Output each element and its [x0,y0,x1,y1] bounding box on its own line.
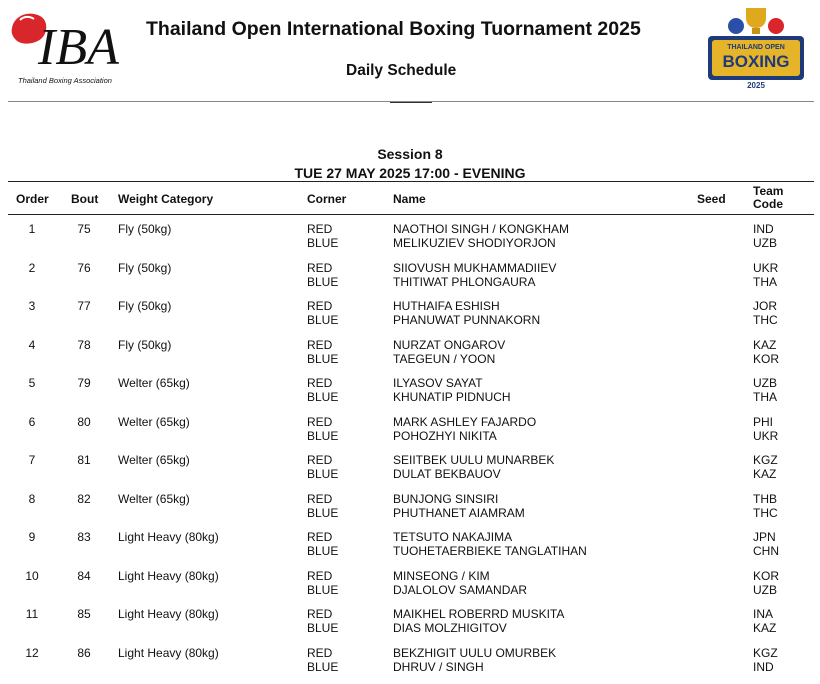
blue-team-cell: UKR [753,429,778,443]
bout-cell: 82 [70,492,98,506]
weight-cell: Welter (65kg) [118,415,190,429]
order-cell: 8 [8,492,56,506]
weight-cell: Light Heavy (80kg) [118,607,219,621]
blue-name-cell: DULAT BEKBAUOV [393,467,501,481]
event-badge-icon [700,4,812,94]
blue-corner-cell: BLUE [307,660,338,674]
column-team-code: Team Code [753,185,793,211]
red-name-cell: TETSUTO NAKAJIMA [393,530,512,544]
order-cell: 1 [8,222,56,236]
red-team-cell: JOR [753,299,777,313]
red-corner-cell: RED [307,338,332,352]
blue-team-cell: CHN [753,544,779,558]
logo-caption: Thailand Boxing Association [18,76,112,85]
red-team-cell: KGZ [753,646,778,660]
column-seed: Seed [697,192,726,206]
table-row [8,376,814,415]
order-cell: 2 [8,261,56,275]
red-name-cell: SIIOVUSH MUKHAMMADIIEV [393,261,556,275]
weight-cell: Welter (65kg) [118,453,190,467]
blue-team-cell: KAZ [753,467,776,481]
bout-cell: 85 [70,607,98,621]
column-bout: Bout [71,192,98,206]
column-corner: Corner [307,192,346,206]
table-row [8,607,814,646]
blue-name-cell: TAEGEUN / YOON [393,352,495,366]
blue-name-cell: THITIWAT PHLONGAURA [393,275,535,289]
blue-corner-cell: BLUE [307,313,338,327]
svg-text:2025: 2025 [747,81,765,90]
blue-team-cell: THA [753,390,777,404]
order-cell: 11 [8,607,56,621]
table-row [8,415,814,454]
blue-corner-cell: BLUE [307,621,338,635]
red-name-cell: NAOTHOI SINGH / KONGKHAM [393,222,569,236]
bout-cell: 78 [70,338,98,352]
red-corner-cell: RED [307,453,332,467]
svg-text:THAILAND OPEN: THAILAND OPEN [727,44,785,51]
blue-team-cell: UZB [753,236,777,250]
blue-corner-cell: BLUE [307,506,338,520]
weight-cell: Light Heavy (80kg) [118,569,219,583]
red-team-cell: UKR [753,261,778,275]
red-name-cell: BUNJONG SINSIRI [393,492,498,506]
table-row [8,338,814,377]
svg-text:IBA: IBA [37,19,119,76]
bout-cell: 86 [70,646,98,660]
table-header [8,181,814,215]
bout-cell: 81 [70,453,98,467]
blue-corner-cell: BLUE [307,352,338,366]
table-row [8,261,814,300]
page-subtitle: Daily Schedule [346,62,456,80]
bout-cell: 75 [70,222,98,236]
table-row [8,569,814,608]
blue-team-cell: KAZ [753,621,776,635]
blue-name-cell: PHUTHANET AIAMRAM [393,506,525,520]
red-corner-cell: RED [307,646,332,660]
column-name: Name [393,192,426,206]
blue-name-cell: DHRUV / SINGH [393,660,484,674]
weight-cell: Fly (50kg) [118,261,171,275]
bout-cell: 79 [70,376,98,390]
bout-cell: 76 [70,261,98,275]
red-team-cell: PHI [753,415,773,429]
column-order: Order [16,192,49,206]
table-row [8,530,814,569]
tba-logo [8,6,120,86]
blue-name-cell: POHOZHYI NIKITA [393,429,497,443]
table-row [8,299,814,338]
order-cell: 12 [8,646,56,660]
red-corner-cell: RED [307,607,332,621]
header-divider-accent [390,102,432,103]
red-team-cell: INA [753,607,773,621]
blue-corner-cell: BLUE [307,544,338,558]
red-name-cell: MAIKHEL ROBERRD MUSKITA [393,607,564,621]
weight-cell: Welter (65kg) [118,492,190,506]
order-cell: 4 [8,338,56,352]
weight-cell: Light Heavy (80kg) [118,646,219,660]
red-corner-cell: RED [307,569,332,583]
red-team-cell: KGZ [753,453,778,467]
blue-team-cell: IND [753,660,774,674]
blue-name-cell: MELIKUZIEV SHODIYORJON [393,236,556,250]
order-cell: 3 [8,299,56,313]
bout-cell: 77 [70,299,98,313]
weight-cell: Welter (65kg) [118,376,190,390]
weight-cell: Fly (50kg) [118,338,171,352]
blue-corner-cell: BLUE [307,429,338,443]
blue-name-cell: KHUNATIP PIDNUCH [393,390,511,404]
red-name-cell: HUTHAIFA ESHISH [393,299,500,313]
bout-cell: 84 [70,569,98,583]
session-name: Session 8 [0,146,820,163]
red-corner-cell: RED [307,530,332,544]
bout-cell: 83 [70,530,98,544]
session-date: TUE 27 MAY 2025 17:00 - EVENING [0,165,820,182]
red-corner-cell: RED [307,261,332,275]
order-cell: 5 [8,376,56,390]
boxing-glove-logo-icon [8,6,120,76]
blue-team-cell: UZB [753,583,777,597]
red-corner-cell: RED [307,299,332,313]
order-cell: 10 [8,569,56,583]
weight-cell: Light Heavy (80kg) [118,530,219,544]
blue-corner-cell: BLUE [307,467,338,481]
blue-corner-cell: BLUE [307,390,338,404]
red-name-cell: ILYASOV SAYAT [393,376,483,390]
red-corner-cell: RED [307,492,332,506]
blue-team-cell: THA [753,275,777,289]
red-team-cell: THB [753,492,777,506]
red-corner-cell: RED [307,376,332,390]
red-corner-cell: RED [307,222,332,236]
red-name-cell: BEKZHIGIT UULU OMURBEK [393,646,556,660]
blue-team-cell: KOR [753,352,779,366]
blue-corner-cell: BLUE [307,583,338,597]
order-cell: 9 [8,530,56,544]
red-name-cell: NURZAT ONGAROV [393,338,505,352]
svg-text:BOXING: BOXING [722,52,789,71]
red-team-cell: IND [753,222,774,236]
weight-cell: Fly (50kg) [118,222,171,236]
table-row [8,646,814,684]
blue-corner-cell: BLUE [307,275,338,289]
blue-team-cell: THC [753,313,778,327]
red-corner-cell: RED [307,415,332,429]
column-weight-category: Weight Category [118,192,213,206]
red-name-cell: SEIITBEK UULU MUNARBEK [393,453,554,467]
bout-cell: 80 [70,415,98,429]
table-row [8,453,814,492]
page-title: Thailand Open International Boxing Tuornament 2025 [146,18,641,41]
schedule-table [8,222,814,684]
red-team-cell: UZB [753,376,777,390]
red-team-cell: KOR [753,569,779,583]
blue-corner-cell: BLUE [307,236,338,250]
blue-name-cell: DJALOLOV SAMANDAR [393,583,527,597]
order-cell: 6 [8,415,56,429]
order-cell: 7 [8,453,56,467]
blue-name-cell: DIAS MOLZHIGITOV [393,621,507,635]
table-row [8,492,814,531]
blue-name-cell: PHANUWAT PUNNAKORN [393,313,540,327]
blue-team-cell: THC [753,506,778,520]
red-name-cell: MARK ASHLEY FAJARDO [393,415,536,429]
weight-cell: Fly (50kg) [118,299,171,313]
table-row [8,222,814,261]
red-name-cell: MINSEONG / KIM [393,569,490,583]
blue-name-cell: TUOHETAERBIEKE TANGLATIHAN [393,544,587,558]
red-team-cell: KAZ [753,338,776,352]
red-team-cell: JPN [753,530,776,544]
